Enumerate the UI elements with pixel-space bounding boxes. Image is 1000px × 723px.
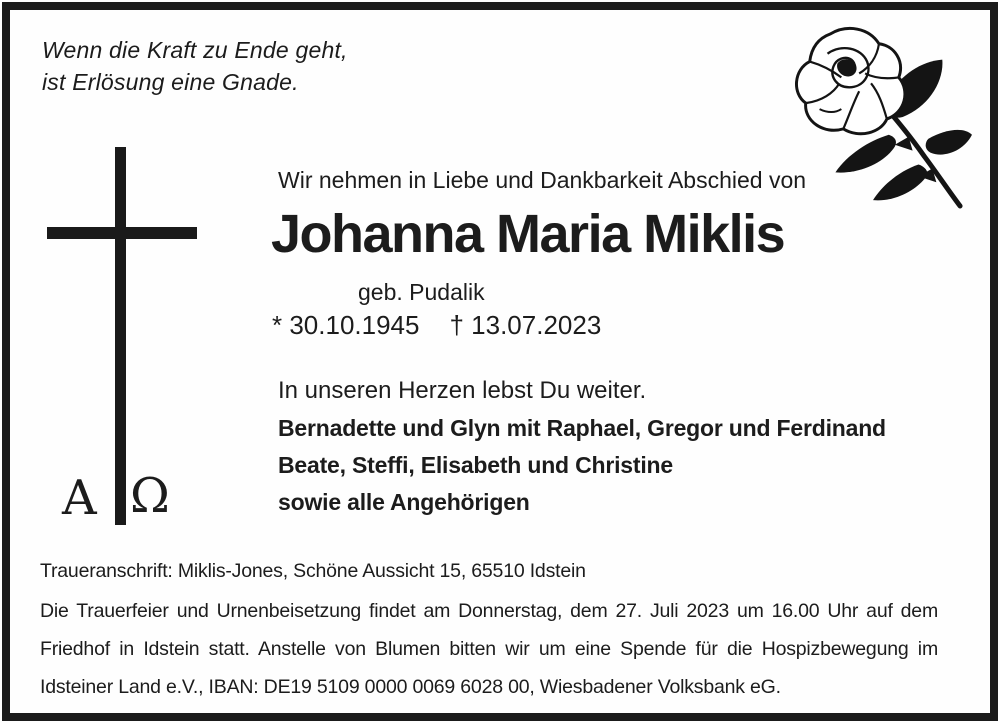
epigraph-line-1: Wenn die Kraft zu Ende geht, [42,37,348,63]
mourner-line-2: Beate, Steffi, Elisabeth und Christine [278,452,673,478]
mourning-address: Traueranschrift: Miklis-Jones, Schöne Aussicht 15, 65510 Idstein [40,560,586,582]
epigraph-line-2: ist Erlösung eine Gnade. [42,69,299,95]
cross-icon [115,147,126,525]
maiden-name: geb. Pudalik [358,279,485,305]
birth-date: * 30.10.1945 [272,310,420,340]
deceased-name: Johanna Maria Miklis [271,204,785,264]
cross-icon-bar [47,227,197,239]
mourners-list [278,410,886,521]
life-dates [272,310,601,341]
funeral-info-line-1: Die Trauerfeier und Urnenbeisetzung findet am Donnerstag, dem 27. Juli 2023 um 16.00 Uhr auf dem [40,600,938,622]
death-date: † 13.07.2023 [449,310,602,340]
funeral-info [40,592,938,706]
omega-symbol: Ω [130,468,170,524]
epigraph [42,34,348,98]
funeral-info-line-2: Friedhof in Idstein statt. Anstelle von Blumen bitten wir um eine Spende für die Hospizbewegung im [40,638,938,660]
alpha-symbol: A [62,470,97,526]
funeral-info-line-3: Idsteiner Land e.V., IBAN: DE19 5109 0000 0069 6028 00, Wiesbadener Volksbank eG. [40,676,781,698]
tribute-line: In unseren Herzen lebst Du weiter. [278,377,647,404]
farewell-intro: Wir nehmen in Liebe und Dankbarkeit Abschied von [278,167,807,193]
mourner-line-3: sowie alle Angehörigen [278,489,530,515]
mourner-line-1: Bernadette und Glyn mit Raphael, Gregor und Ferdinand [278,415,886,441]
